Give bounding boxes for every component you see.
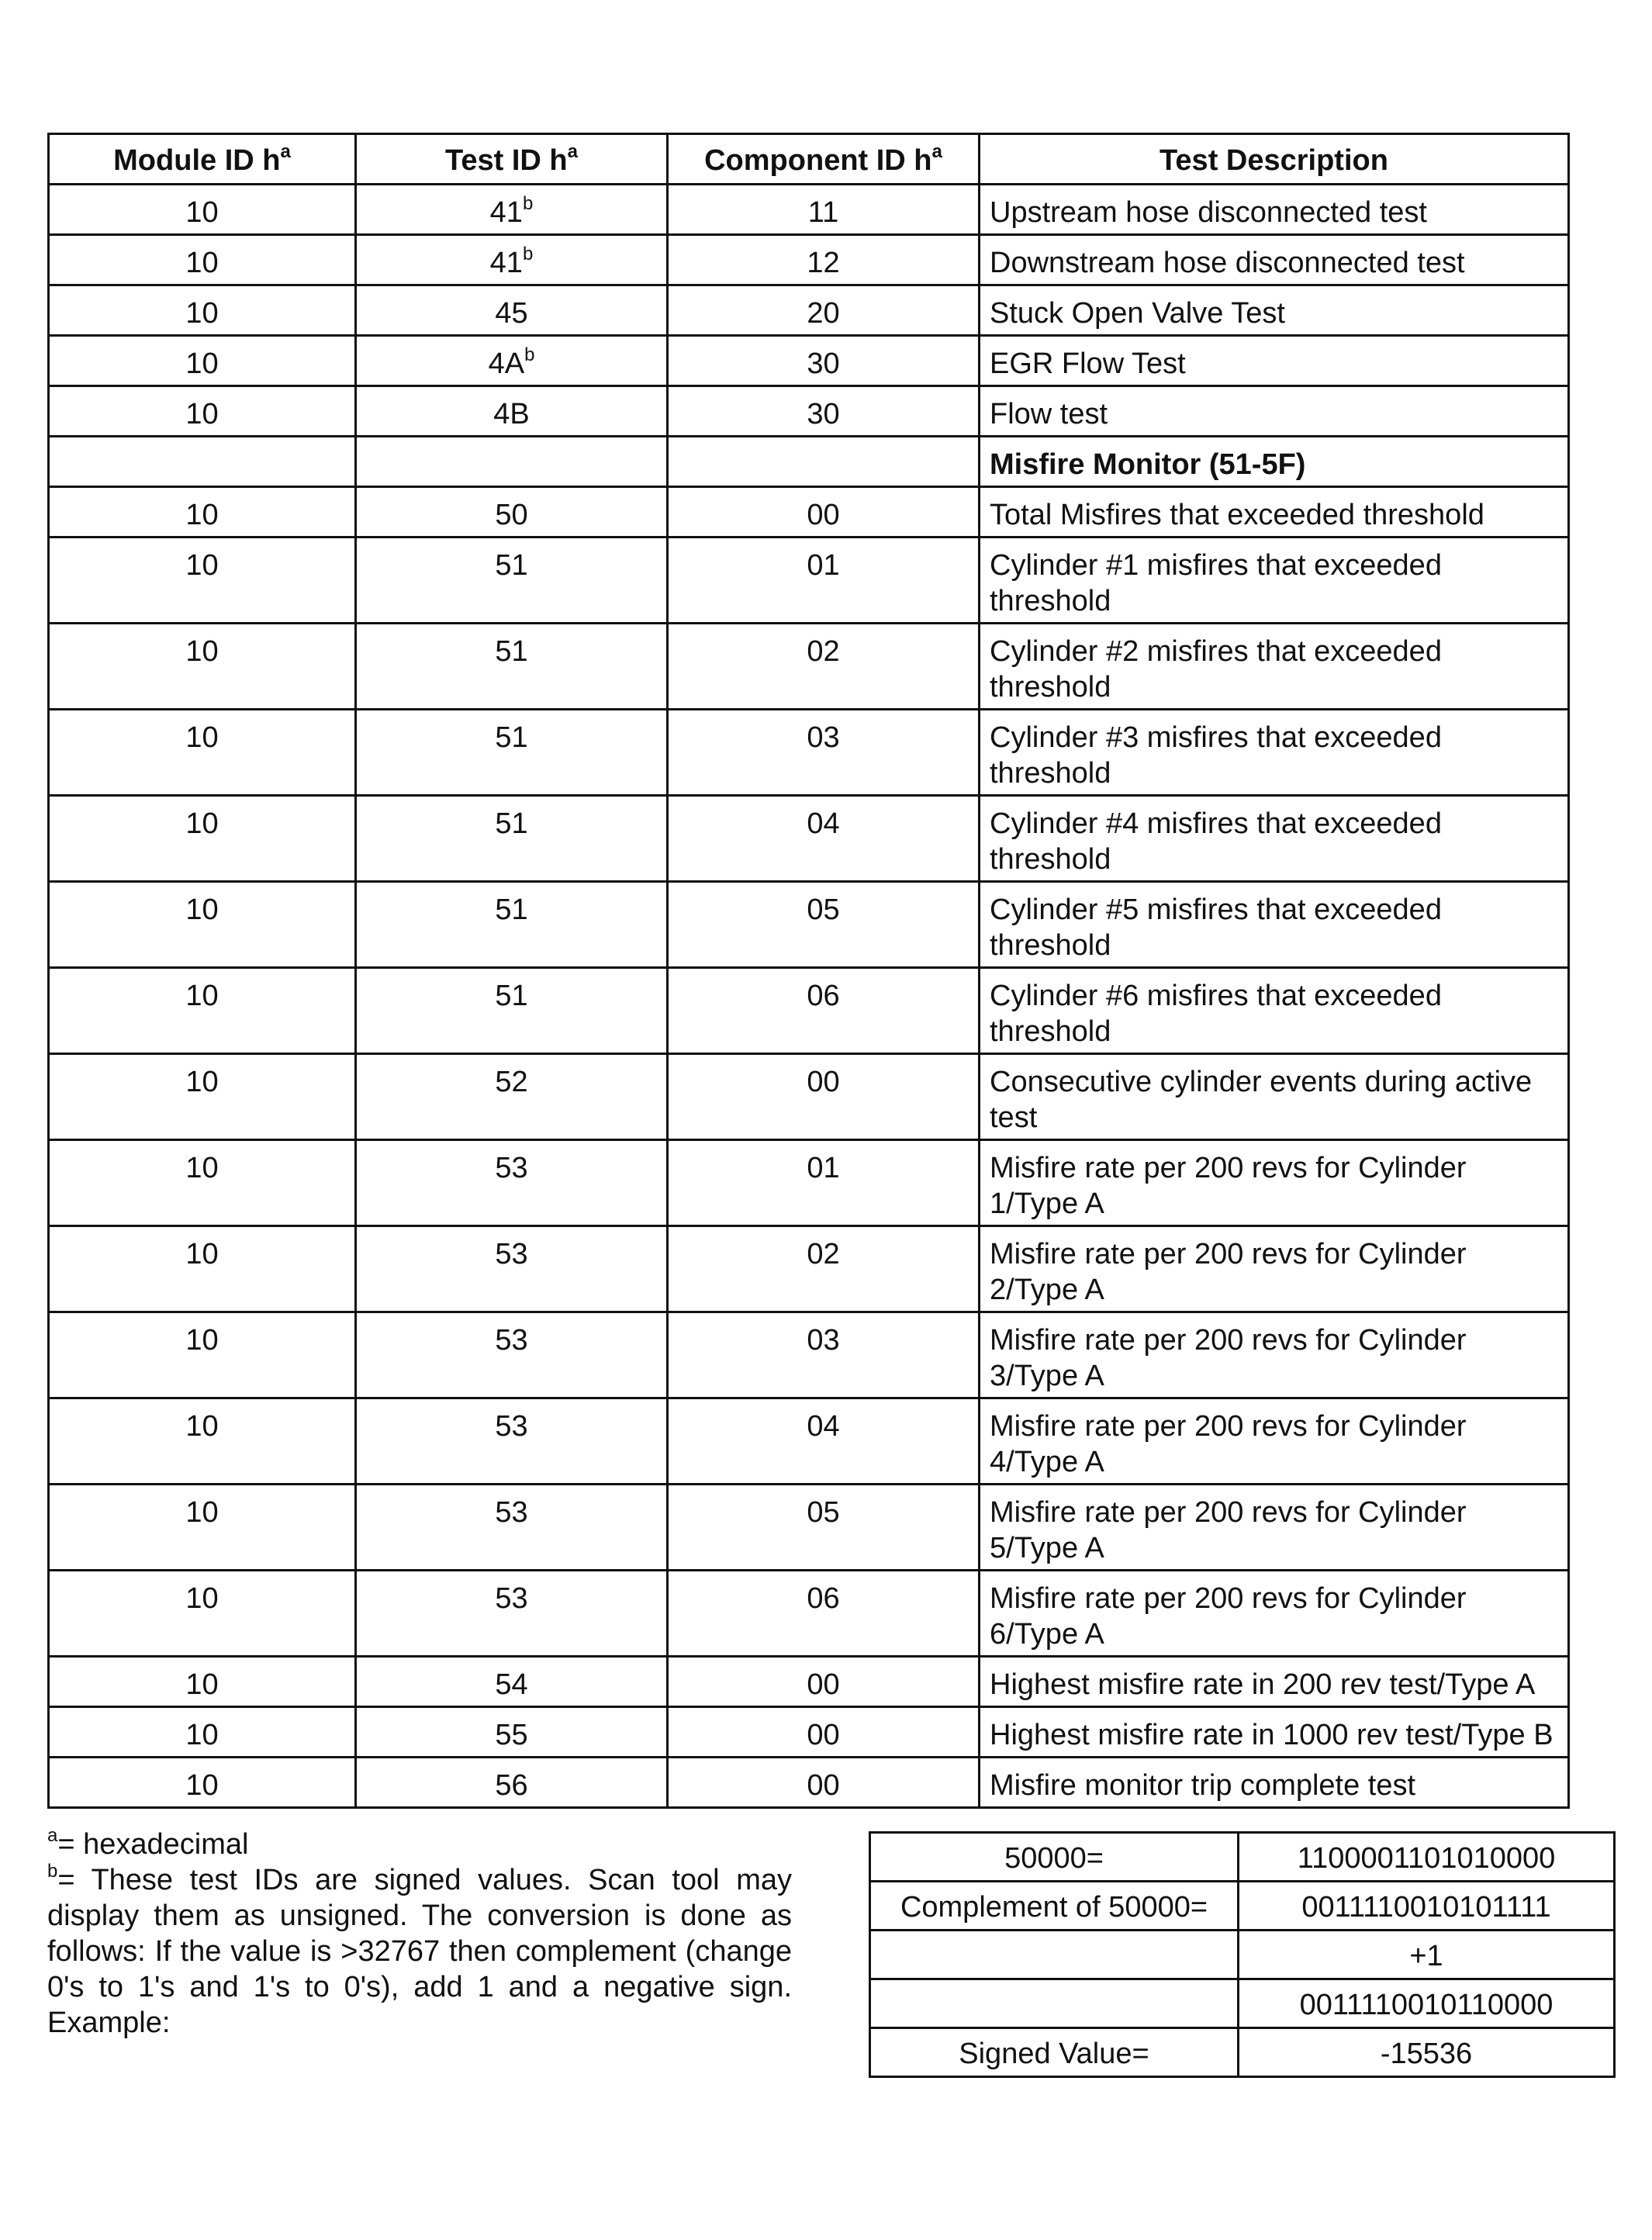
test-description-cell: Misfire rate per 200 revs for Cylinder 4/Type A bbox=[980, 1398, 1569, 1485]
component-id-cell: 00 bbox=[668, 1657, 980, 1707]
example-row bbox=[870, 1833, 1615, 1882]
table-row bbox=[49, 235, 1569, 285]
module-id-cell: 10 bbox=[49, 1657, 356, 1707]
test-id-cell: 52 bbox=[356, 1054, 668, 1140]
module-id-cell: 10 bbox=[49, 185, 356, 235]
component-id-cell: 01 bbox=[668, 1140, 980, 1226]
table-row bbox=[49, 882, 1569, 968]
test-id-cell: 51 bbox=[356, 710, 668, 796]
test-description-cell: Misfire rate per 200 revs for Cylinder 6/Type A bbox=[980, 1571, 1569, 1657]
test-description-cell: Cylinder #4 misfires that exceeded threshold bbox=[980, 796, 1569, 882]
module-id-cell: 10 bbox=[49, 710, 356, 796]
module-id-cell: 10 bbox=[49, 538, 356, 624]
component-id-cell: 03 bbox=[668, 710, 980, 796]
test-id-cell: 4B bbox=[356, 386, 668, 437]
component-id-cell: 04 bbox=[668, 1398, 980, 1485]
table-row bbox=[49, 1571, 1569, 1657]
module-id-cell: 10 bbox=[49, 624, 356, 710]
example-body bbox=[870, 1833, 1615, 2077]
table-row bbox=[49, 1312, 1569, 1398]
table-row bbox=[49, 1054, 1569, 1140]
module-id-cell: 10 bbox=[49, 235, 356, 285]
test-description-cell: Cylinder #6 misfires that exceeded threshold bbox=[980, 968, 1569, 1054]
table-row bbox=[49, 1398, 1569, 1485]
module-id-cell: 10 bbox=[49, 1485, 356, 1571]
test-description-cell: Flow test bbox=[980, 386, 1569, 437]
module-id-cell: 10 bbox=[49, 1571, 356, 1657]
table-row bbox=[49, 336, 1569, 386]
test-description-cell: Upstream hose disconnected test bbox=[980, 185, 1569, 235]
component-id-cell bbox=[668, 437, 980, 487]
component-id-cell: 02 bbox=[668, 1226, 980, 1312]
table-header-row bbox=[49, 134, 1569, 185]
test-id-cell bbox=[356, 437, 668, 487]
section-row bbox=[49, 437, 1569, 487]
signed-conversion-example-table bbox=[869, 1831, 1616, 2078]
example-label-cell bbox=[870, 1979, 1239, 2028]
module-id-cell: 10 bbox=[49, 796, 356, 882]
component-id-cell: 00 bbox=[668, 1054, 980, 1140]
component-id-cell: 03 bbox=[668, 1312, 980, 1398]
test-description-cell: Highest misfire rate in 200 rev test/Type A bbox=[980, 1657, 1569, 1707]
test-id-table bbox=[47, 133, 1570, 1809]
module-id-cell: 10 bbox=[49, 285, 356, 336]
header-module-id: Module ID $h^a$ bbox=[49, 134, 356, 185]
component-id-cell: 02 bbox=[668, 624, 980, 710]
test-id-cell: 51 bbox=[356, 968, 668, 1054]
table-row bbox=[49, 285, 1569, 336]
test-description-cell: Misfire rate per 200 revs for Cylinder 1/Type A bbox=[980, 1140, 1569, 1226]
test-id-cell: 53 bbox=[356, 1226, 668, 1312]
example-row bbox=[870, 1882, 1615, 1931]
test-id-cell: 56 bbox=[356, 1758, 668, 1808]
component-id-cell: 30 bbox=[668, 386, 980, 437]
component-id-cell: 05 bbox=[668, 882, 980, 968]
table-row bbox=[49, 1140, 1569, 1226]
table-row bbox=[49, 1226, 1569, 1312]
example-value-cell: 1100001101010000 bbox=[1239, 1833, 1615, 1882]
module-id-cell: 10 bbox=[49, 487, 356, 538]
component-id-cell: 20 bbox=[668, 285, 980, 336]
test-id-cell: 51 bbox=[356, 796, 668, 882]
test-id-cell: 53 bbox=[356, 1485, 668, 1571]
module-id-cell bbox=[49, 437, 356, 487]
footnote-a: $^a$= hexadecimal bbox=[47, 1825, 249, 1861]
example-value-cell: +1 bbox=[1239, 1931, 1615, 1979]
module-id-cell: 10 bbox=[49, 1398, 356, 1485]
example-value-cell: 0011110010110000 bbox=[1239, 1979, 1615, 2028]
header-component-id: Component ID $h^a$ bbox=[668, 134, 980, 185]
test-description-cell: Cylinder #1 misfires that exceeded threshold bbox=[980, 538, 1569, 624]
section-heading-cell: Misfire Monitor (51-5F) bbox=[980, 437, 1569, 487]
module-id-cell: 10 bbox=[49, 1226, 356, 1312]
example-value-cell: 0011110010101111 bbox=[1239, 1882, 1615, 1931]
table-row bbox=[49, 796, 1569, 882]
module-id-cell: 10 bbox=[49, 336, 356, 386]
footnote-b: $^b$= These test IDs are signed values. Scan tool may display them as unsigned. The conversion is done as follows: If the value is >32767 then complement (change 0's to 1's and 1's to 0's), add 1 and a negative sign. Example: bbox=[47, 1861, 792, 2039]
test-description-cell: Misfire rate per 200 revs for Cylinder 5/Type A bbox=[980, 1485, 1569, 1571]
component-id-cell: 00 bbox=[668, 1758, 980, 1808]
table-row bbox=[49, 538, 1569, 624]
component-id-cell: 12 bbox=[668, 235, 980, 285]
module-id-cell: 10 bbox=[49, 1140, 356, 1226]
component-id-cell: 05 bbox=[668, 1485, 980, 1571]
module-id-cell: 10 bbox=[49, 1054, 356, 1140]
example-label-cell: Complement of 50000= bbox=[870, 1882, 1239, 1931]
module-id-cell: 10 bbox=[49, 386, 356, 437]
test-description-cell: Downstream hose disconnected test bbox=[980, 235, 1569, 285]
test-id-cell: 50 bbox=[356, 487, 668, 538]
table-row bbox=[49, 624, 1569, 710]
component-id-cell: 00 bbox=[668, 487, 980, 538]
test-id-cell: 54 bbox=[356, 1657, 668, 1707]
test-description-cell: Misfire rate per 200 revs for Cylinder 3/Type A bbox=[980, 1312, 1569, 1398]
table-row bbox=[49, 185, 1569, 235]
example-row bbox=[870, 2028, 1615, 2077]
table-row bbox=[49, 386, 1569, 437]
example-row bbox=[870, 1931, 1615, 1979]
table-row bbox=[49, 1485, 1569, 1571]
test-description-cell: Misfire rate per 200 revs for Cylinder 2/Type A bbox=[980, 1226, 1569, 1312]
table-row bbox=[49, 1758, 1569, 1808]
example-label-cell: Signed Value= bbox=[870, 2028, 1239, 2077]
test-id-cell: 55 bbox=[356, 1707, 668, 1758]
module-id-cell: 10 bbox=[49, 1707, 356, 1758]
component-id-cell: 06 bbox=[668, 1571, 980, 1657]
test-id-cell: 41$^b$ bbox=[356, 235, 668, 285]
table-body bbox=[49, 185, 1569, 1808]
component-id-cell: 01 bbox=[668, 538, 980, 624]
example-label-cell: 50000= bbox=[870, 1833, 1239, 1882]
module-id-cell: 10 bbox=[49, 882, 356, 968]
header-test-description: Test Description bbox=[980, 134, 1569, 185]
table-row bbox=[49, 1657, 1569, 1707]
test-id-cell: 53 bbox=[356, 1398, 668, 1485]
table-row bbox=[49, 968, 1569, 1054]
test-id-cell: 51 bbox=[356, 882, 668, 968]
component-id-cell: 06 bbox=[668, 968, 980, 1054]
test-id-cell: 53 bbox=[356, 1312, 668, 1398]
test-description-cell: Highest misfire rate in 1000 rev test/Type B bbox=[980, 1707, 1569, 1758]
test-id-cell: 41$^b$ bbox=[356, 185, 668, 235]
test-id-cell: 53 bbox=[356, 1571, 668, 1657]
module-id-cell: 10 bbox=[49, 968, 356, 1054]
module-id-cell: 10 bbox=[49, 1312, 356, 1398]
test-id-cell: 51 bbox=[356, 538, 668, 624]
test-id-cell: 45 bbox=[356, 285, 668, 336]
component-id-cell: 04 bbox=[668, 796, 980, 882]
test-description-cell: Misfire monitor trip complete test bbox=[980, 1758, 1569, 1808]
test-description-cell: Total Misfires that exceeded threshold bbox=[980, 487, 1569, 538]
example-label-cell bbox=[870, 1931, 1239, 1979]
component-id-cell: 11 bbox=[668, 185, 980, 235]
footnotes bbox=[47, 1827, 792, 2041]
test-description-cell: EGR Flow Test bbox=[980, 336, 1569, 386]
header-test-id: Test ID $h^a$ bbox=[356, 134, 668, 185]
test-id-cell: 53 bbox=[356, 1140, 668, 1226]
test-id-cell: 51 bbox=[356, 624, 668, 710]
component-id-cell: 00 bbox=[668, 1707, 980, 1758]
table-row bbox=[49, 487, 1569, 538]
module-id-cell: 10 bbox=[49, 1758, 356, 1808]
test-description-cell: Cylinder #3 misfires that exceeded threshold bbox=[980, 710, 1569, 796]
example-row bbox=[870, 1979, 1615, 2028]
example-value-cell: -15536 bbox=[1239, 2028, 1615, 2077]
table-row bbox=[49, 710, 1569, 796]
test-description-cell: Cylinder #5 misfires that exceeded threshold bbox=[980, 882, 1569, 968]
table-row bbox=[49, 1707, 1569, 1758]
test-description-cell: Consecutive cylinder events during active test bbox=[980, 1054, 1569, 1140]
test-description-cell: Stuck Open Valve Test bbox=[980, 285, 1569, 336]
component-id-cell: 30 bbox=[668, 336, 980, 386]
test-description-cell: Cylinder #2 misfires that exceeded threshold bbox=[980, 624, 1569, 710]
test-id-cell: $4A^b$ bbox=[356, 336, 668, 386]
